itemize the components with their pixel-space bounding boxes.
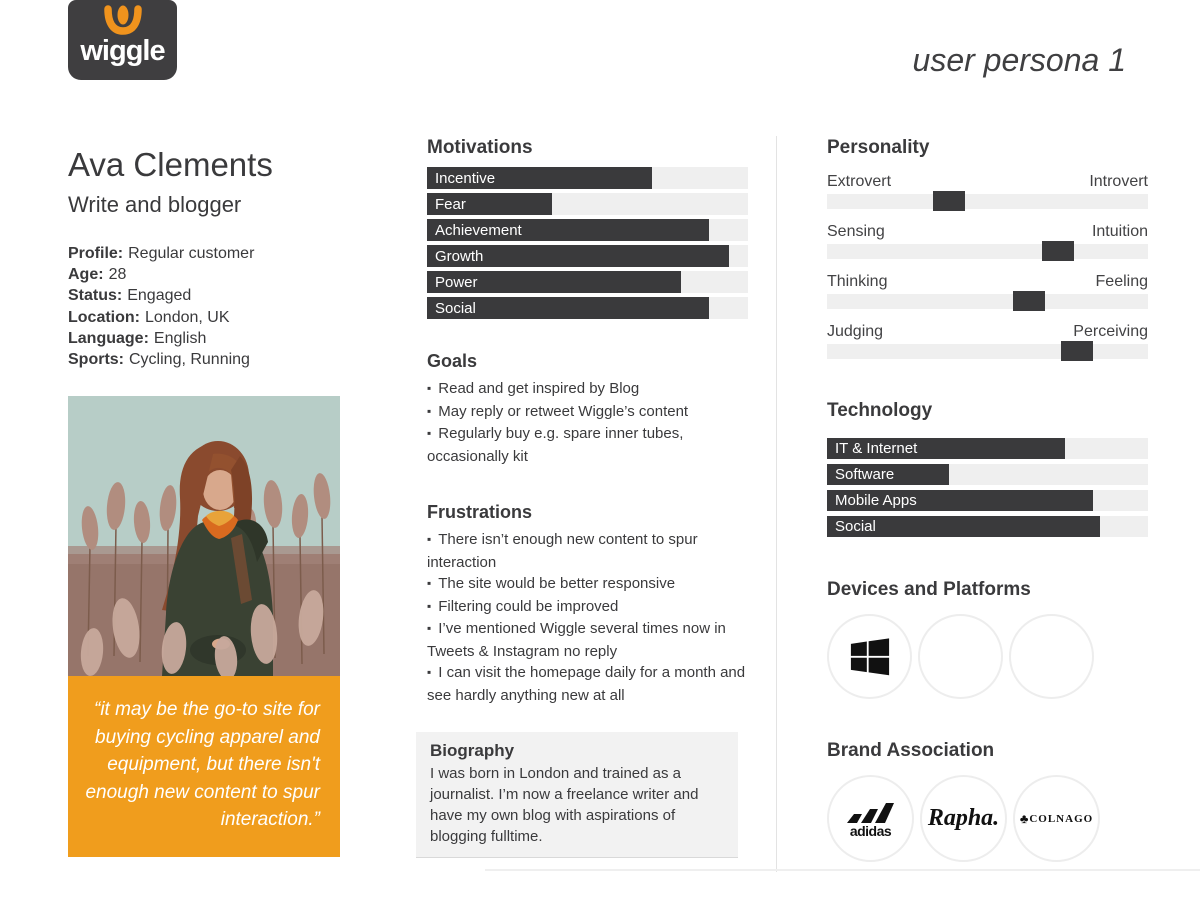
technology-bar-label: IT & Internet bbox=[835, 440, 918, 457]
scale-left-label: Thinking bbox=[827, 273, 888, 290]
scale-right-label: Perceiving bbox=[1073, 323, 1148, 340]
frustration-item: ▪ Filtering could be improved bbox=[427, 596, 748, 619]
personality-slider-handle bbox=[1013, 291, 1045, 311]
technology-title: Technology bbox=[827, 400, 933, 421]
technology-bar-label: Social bbox=[835, 518, 876, 535]
adidas-wordmark: adidas bbox=[849, 822, 892, 839]
profile-field-label: Location: bbox=[68, 308, 140, 326]
vertical-divider bbox=[776, 136, 777, 872]
wiggle-smile-icon bbox=[100, 5, 146, 39]
goal-item: ▪ Read and get inspired by Blog bbox=[427, 378, 748, 401]
profile-field-row bbox=[68, 243, 254, 264]
frustrations-title: Frustrations bbox=[427, 502, 533, 522]
scale-right-label: Feeling bbox=[1095, 273, 1148, 290]
scale-left-label: Judging bbox=[827, 323, 884, 340]
profile-field-value: Engaged bbox=[127, 287, 192, 305]
technology-bar-fill bbox=[827, 464, 949, 485]
scale-right-label: Intuition bbox=[1091, 223, 1148, 240]
brands-title: Brand Association bbox=[827, 740, 995, 761]
personality-scale bbox=[827, 223, 1148, 259]
frustration-item: ▪ The site would be better responsive bbox=[427, 573, 748, 596]
profile-field-value: London, UK bbox=[145, 308, 230, 326]
colnago-wordmark: COLNAGO bbox=[1029, 812, 1094, 825]
profile-field-row bbox=[68, 285, 254, 306]
profile-field-value: English bbox=[153, 329, 207, 347]
device-circle-empty-2 bbox=[1009, 614, 1094, 699]
motivation-bar-label: Fear bbox=[435, 195, 466, 213]
profile-field-label: Sports: bbox=[68, 351, 124, 369]
technology-bar-track bbox=[827, 516, 1148, 537]
brands-section bbox=[827, 740, 1148, 862]
motivation-bar-label: Social bbox=[435, 299, 476, 317]
motivation-bar-fill bbox=[427, 271, 681, 293]
personality-slider-track bbox=[827, 294, 1148, 309]
device-circle-empty-1 bbox=[918, 614, 1003, 699]
technology-bar-fill bbox=[827, 516, 1100, 537]
technology-bars bbox=[827, 438, 1148, 537]
motivation-bar-fill bbox=[427, 245, 729, 267]
profile-field-label: Status: bbox=[68, 287, 123, 305]
motivation-bar-track bbox=[427, 297, 748, 319]
profile-field-value: Regular customer bbox=[128, 245, 255, 262]
scale-left-label: Sensing bbox=[827, 223, 885, 240]
profile-field-label: Age: bbox=[68, 266, 104, 284]
quote-text: “it may be the go-to site for buying cycling apparel and equipment, but there isn't enough new content to spur interaction.” bbox=[85, 699, 320, 830]
motivation-bar-label: Achievement bbox=[435, 221, 522, 239]
profile-field-row bbox=[68, 264, 254, 285]
technology-bar-label: Software bbox=[835, 466, 895, 483]
biography-title: Biography bbox=[430, 741, 515, 760]
goals-title: Goals bbox=[427, 351, 478, 371]
personality-scale bbox=[827, 323, 1148, 359]
technology-bar-track bbox=[827, 438, 1148, 459]
devices-title: Devices and Platforms bbox=[827, 579, 1031, 600]
motivation-bar-track bbox=[427, 245, 748, 267]
profile-field-label: Profile: bbox=[68, 245, 124, 262]
frustration-item: ▪ I’ve mentioned Wiggle several times now in Tweets & Instagram no reply bbox=[427, 618, 748, 662]
adidas-stripes-icon bbox=[845, 799, 897, 825]
colnago-clover-icon: ♣ bbox=[1019, 810, 1029, 826]
biography-text: I was born in London and trained as a journalist. I’m now a freelance writer and have my own blog with aspirations of blogging fulltime. bbox=[430, 765, 699, 845]
personality-slider-handle bbox=[1061, 341, 1093, 361]
scale-left-label: Extrovert bbox=[827, 173, 892, 190]
personality-scales bbox=[827, 173, 1148, 359]
biography-section bbox=[416, 732, 738, 858]
goal-item: ▪ May reply or retweet Wiggle’s content bbox=[427, 401, 748, 424]
goal-item: ▪ Regularly buy e.g. spare inner tubes, occasionally kit bbox=[427, 423, 748, 467]
page-title: user persona 1 bbox=[912, 42, 1126, 78]
personality-slider-handle bbox=[933, 191, 965, 211]
persona-name: Ava Clements bbox=[68, 146, 273, 183]
devices-section bbox=[827, 579, 1148, 699]
personality-slider-track bbox=[827, 244, 1148, 259]
motivations-title: Motivations bbox=[427, 137, 533, 158]
portrait-illustration bbox=[68, 396, 340, 676]
persona-photo bbox=[68, 396, 340, 676]
profile-field-value: 28 bbox=[108, 266, 127, 284]
personality-scale bbox=[827, 173, 1148, 209]
profile-field-label: Language: bbox=[68, 329, 149, 347]
frustration-item: ▪ There isn’t enough new content to spur interaction bbox=[427, 529, 748, 573]
goals-section bbox=[427, 351, 748, 467]
motivations-section bbox=[427, 137, 748, 323]
windows-icon bbox=[850, 637, 890, 677]
brand-circle-rapha bbox=[920, 775, 1007, 862]
technology-bar-fill bbox=[827, 490, 1093, 511]
personality-scale bbox=[827, 273, 1148, 309]
motivation-bar-track bbox=[427, 219, 748, 241]
technology-bar-fill bbox=[827, 438, 1065, 459]
frustration-item: ▪ I can visit the homepage daily for a month and see hardly anything new at all bbox=[427, 662, 748, 706]
motivation-bar-label: Growth bbox=[435, 247, 484, 265]
technology-bar-track bbox=[827, 490, 1148, 511]
frustrations-list bbox=[427, 529, 748, 706]
personality-section bbox=[827, 137, 1148, 359]
bottom-divider bbox=[485, 869, 1200, 871]
motivation-bar-track bbox=[427, 271, 748, 293]
profile-fields bbox=[68, 243, 254, 370]
technology-bar-label: Mobile Apps bbox=[835, 492, 917, 509]
wiggle-wordmark: wiggle bbox=[80, 35, 165, 67]
profile-field-row bbox=[68, 328, 254, 349]
rapha-wordmark: Rapha. bbox=[927, 805, 1000, 831]
device-circle-windows bbox=[827, 614, 912, 699]
motivation-bar-track bbox=[427, 167, 748, 189]
persona-role: Write and blogger bbox=[68, 192, 242, 217]
brand-circle-adidas bbox=[827, 775, 914, 862]
motivation-bar-fill bbox=[427, 167, 652, 189]
personality-slider-handle bbox=[1042, 241, 1074, 261]
profile-field-row bbox=[68, 307, 254, 328]
motivation-bar-track bbox=[427, 193, 748, 215]
goals-list bbox=[427, 378, 748, 467]
brand-circle-colnago bbox=[1013, 775, 1100, 862]
profile-field-value: Cycling, Running bbox=[129, 351, 250, 369]
motivation-bar-fill bbox=[427, 219, 709, 241]
scale-right-label: Introvert bbox=[1089, 173, 1148, 190]
motivation-bar-fill bbox=[427, 297, 709, 319]
personality-title: Personality bbox=[827, 137, 930, 158]
personality-slider-track bbox=[827, 194, 1148, 209]
motivation-bar-label: Power bbox=[435, 273, 478, 291]
technology-section bbox=[827, 400, 1148, 542]
profile-field-row bbox=[68, 349, 254, 370]
frustrations-section bbox=[427, 502, 748, 706]
wiggle-logo bbox=[68, 0, 177, 80]
technology-bar-track bbox=[827, 464, 1148, 485]
personality-slider-track bbox=[827, 344, 1148, 359]
motivation-bar-fill bbox=[427, 193, 552, 215]
motivation-bar-label: Incentive bbox=[435, 169, 496, 187]
quote-box bbox=[68, 676, 340, 857]
motivations-bars bbox=[427, 167, 748, 319]
